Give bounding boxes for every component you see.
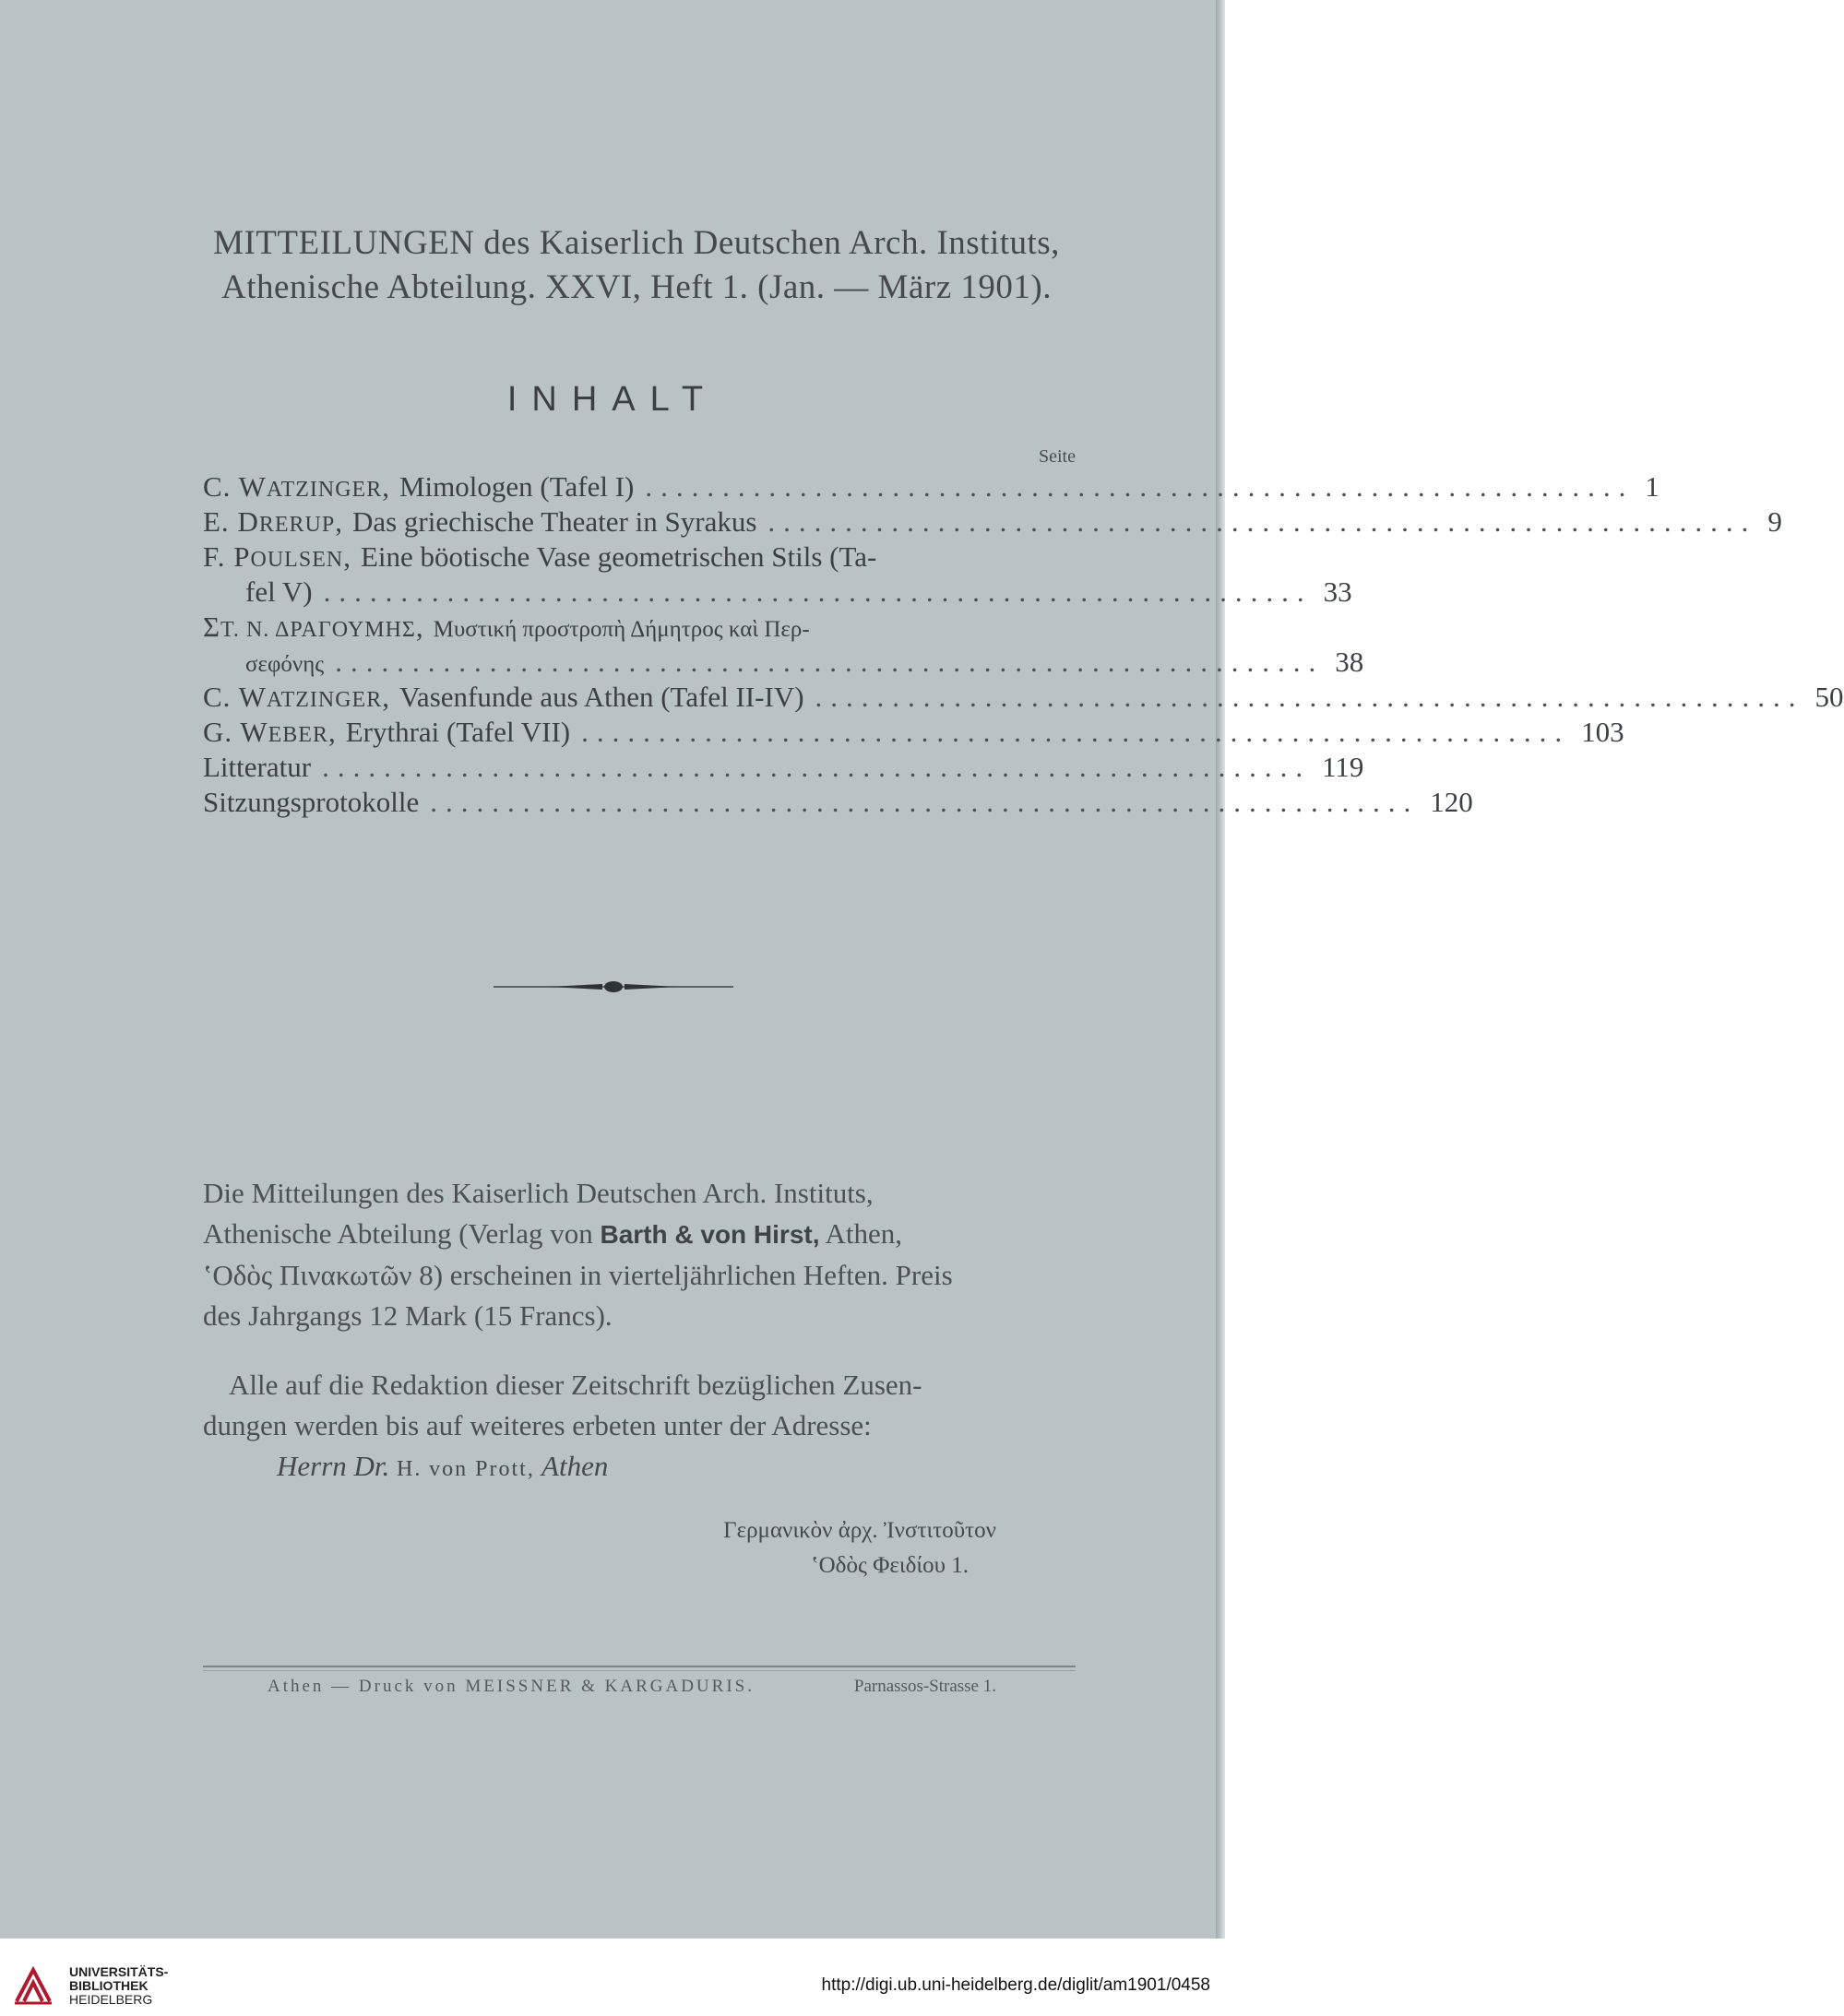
notice-line xyxy=(203,1214,1076,1255)
toc-leader: ................................................................ xyxy=(430,786,1420,818)
address-initial: H. xyxy=(397,1457,422,1481)
publisher-name: Barth & von Hirst, xyxy=(600,1220,820,1249)
toc-title: Sitzungsprotokolle xyxy=(203,786,420,818)
address-salutation: Herrn Dr. xyxy=(277,1450,390,1482)
author-name-first: W xyxy=(238,470,267,503)
editor-address xyxy=(277,1450,608,1483)
toc-entry-continuation[interactable] xyxy=(203,646,1364,681)
toc-entry[interactable] xyxy=(203,540,1076,575)
library-name-line: BIBLIOTHEK xyxy=(69,1978,149,1993)
notice-line: Die Mitteilungen des Kaiserlich Deutschen Arch. Instituts, xyxy=(203,1177,874,1209)
toc-entry[interactable] xyxy=(203,751,1364,786)
author-name-rest: EBER xyxy=(268,723,328,747)
toc-title: Litteratur xyxy=(203,751,312,783)
toc-title: Mimologen (Tafel I) xyxy=(399,470,635,503)
source-url-link[interactable]: http://digi.ub.uni-heidelberg.de/diglit/am1901/0458 xyxy=(821,1975,1210,1995)
address-greek-line-1: Γερμανικὸν ἀρχ. Ἰνστιτοῦτον xyxy=(723,1518,996,1543)
toc-page: 1 xyxy=(1645,470,1660,503)
toc-author: C. WATZINGER, xyxy=(203,470,390,503)
ornament-divider-icon xyxy=(494,976,733,998)
toc-entry[interactable] xyxy=(203,786,1473,821)
toc-title: Das griechische Theater in Syrakus xyxy=(351,505,757,538)
toc-title: Eine böotische Vase geometrischen Stils (Ta- xyxy=(360,540,877,573)
author-name-first: Τ. xyxy=(220,618,246,642)
toc-title: fel V) xyxy=(245,575,313,608)
toc-leader: ................................................................ xyxy=(645,470,1635,503)
toc-leader: ................................................................ xyxy=(815,681,1804,713)
author-name-first: P xyxy=(233,540,251,573)
editorial-line: dungen werden bis auf weiteres erbeten unter der Adresse: xyxy=(203,1409,872,1441)
toc-entry[interactable] xyxy=(203,681,1844,716)
author-initial: Σ xyxy=(203,611,221,643)
toc-entry[interactable] xyxy=(203,505,1782,540)
author-name-rest: Ν. ΔΡΑΓΟΥΜΗΣ xyxy=(245,618,416,642)
toc-page: 119 xyxy=(1322,751,1364,783)
toc-page: 33 xyxy=(1323,575,1352,608)
toc-leader: ................................................................ xyxy=(767,505,1757,538)
editorial-line: Alle auf die Redaktion dieser Zeitschrift bezüglichen Zusen- xyxy=(229,1369,922,1401)
journal-title-line-2: Athenische Abteilung. XXVI, Heft 1. (Jan. — März 1901). xyxy=(221,268,1052,306)
journal-title xyxy=(203,221,1070,310)
author-initial: C. xyxy=(203,681,232,713)
journal-title-line-1: MITTEILUNGEN des Kaiserlich Deutschen Arch. Instituts, xyxy=(213,224,1060,262)
author-name-rest: ATZINGER xyxy=(266,688,383,712)
toc-leader: ................................................................ xyxy=(335,646,1325,678)
toc-author: ΣΤ. Ν. ΔΡΑΓΟΥΜΗΣ, xyxy=(203,611,424,643)
author-initial: G. xyxy=(203,716,233,748)
library-name xyxy=(69,1965,168,2007)
publication-notice xyxy=(203,1173,1076,1336)
author-name-rest: RERUP xyxy=(258,513,336,537)
toc-title: σεφόνης xyxy=(245,652,325,677)
footer-rule xyxy=(203,1666,1076,1667)
table-of-contents xyxy=(203,470,1844,821)
printer-name: Athen — Druck von MEISSNER & KARGADURIS. xyxy=(268,1677,755,1696)
printer-imprint xyxy=(268,1677,996,1697)
page-column-label: Seite xyxy=(1039,446,1076,467)
library-name-line: HEIDELBERG xyxy=(69,1992,153,2007)
author-name-rest: OULSEN xyxy=(250,548,344,572)
notice-text: Athenische Abteilung (Verlag von xyxy=(203,1217,601,1250)
toc-entry[interactable] xyxy=(203,716,1624,751)
toc-page: 9 xyxy=(1767,505,1782,538)
toc-heading: INHALT xyxy=(506,380,719,419)
notice-line: des Jahrgangs 12 Mark (15 Francs). xyxy=(203,1299,613,1332)
library-name-line: UNIVERSITÄTS- xyxy=(69,1964,169,1979)
author-initial: F. xyxy=(203,540,226,573)
printer-address: Parnassos-Strasse 1. xyxy=(853,1677,996,1696)
address-greek-line-2: ʽΟδὸς Φειδίου 1. xyxy=(811,1553,969,1578)
author-name-first: D xyxy=(237,505,259,538)
author-initial: E. xyxy=(203,505,230,538)
toc-page: 38 xyxy=(1335,646,1364,678)
university-library-logo-icon xyxy=(13,1964,54,2007)
toc-entry[interactable] xyxy=(203,470,1660,505)
footer-rule-thin xyxy=(203,1670,1076,1671)
toc-page: 103 xyxy=(1581,716,1624,748)
toc-entry[interactable] xyxy=(203,611,1076,646)
toc-leader: ................................................................ xyxy=(323,575,1313,608)
toc-title: Μυστική προστροπὴ Δήμητρος καὶ Περ- xyxy=(433,617,810,642)
author-name-rest: ATZINGER xyxy=(266,478,383,502)
notice-line: ʽΟδὸς Πινακωτῶν 8) erscheinen in vierteljährlichen Heften. Preis xyxy=(203,1259,953,1291)
toc-author: E. DRERUP, xyxy=(203,505,343,538)
toc-title: Vasenfunde aus Athen (Tafel II-IV) xyxy=(399,681,804,713)
author-name-first: W xyxy=(238,681,267,713)
toc-page: 120 xyxy=(1430,786,1473,818)
toc-leader: ................................................................ xyxy=(581,716,1571,748)
address-name: von Prott, xyxy=(429,1457,535,1481)
toc-author: F. POULSEN, xyxy=(203,540,351,573)
toc-author: C. WATZINGER, xyxy=(203,681,390,713)
toc-title: Erythrai (Tafel VII) xyxy=(345,716,571,748)
toc-leader: ................................................................ xyxy=(322,751,1312,783)
author-name-first: W xyxy=(240,716,268,748)
notice-text: Athen, xyxy=(819,1217,903,1250)
toc-entry-continuation[interactable] xyxy=(203,575,1352,611)
address-city: Athen xyxy=(541,1450,609,1482)
toc-page: 50 xyxy=(1814,681,1844,713)
editorial-notice xyxy=(203,1365,1076,1446)
toc-author: G. WEBER, xyxy=(203,716,337,748)
page-edge-shadow xyxy=(1216,0,1225,1939)
author-initial: C. xyxy=(203,470,232,503)
